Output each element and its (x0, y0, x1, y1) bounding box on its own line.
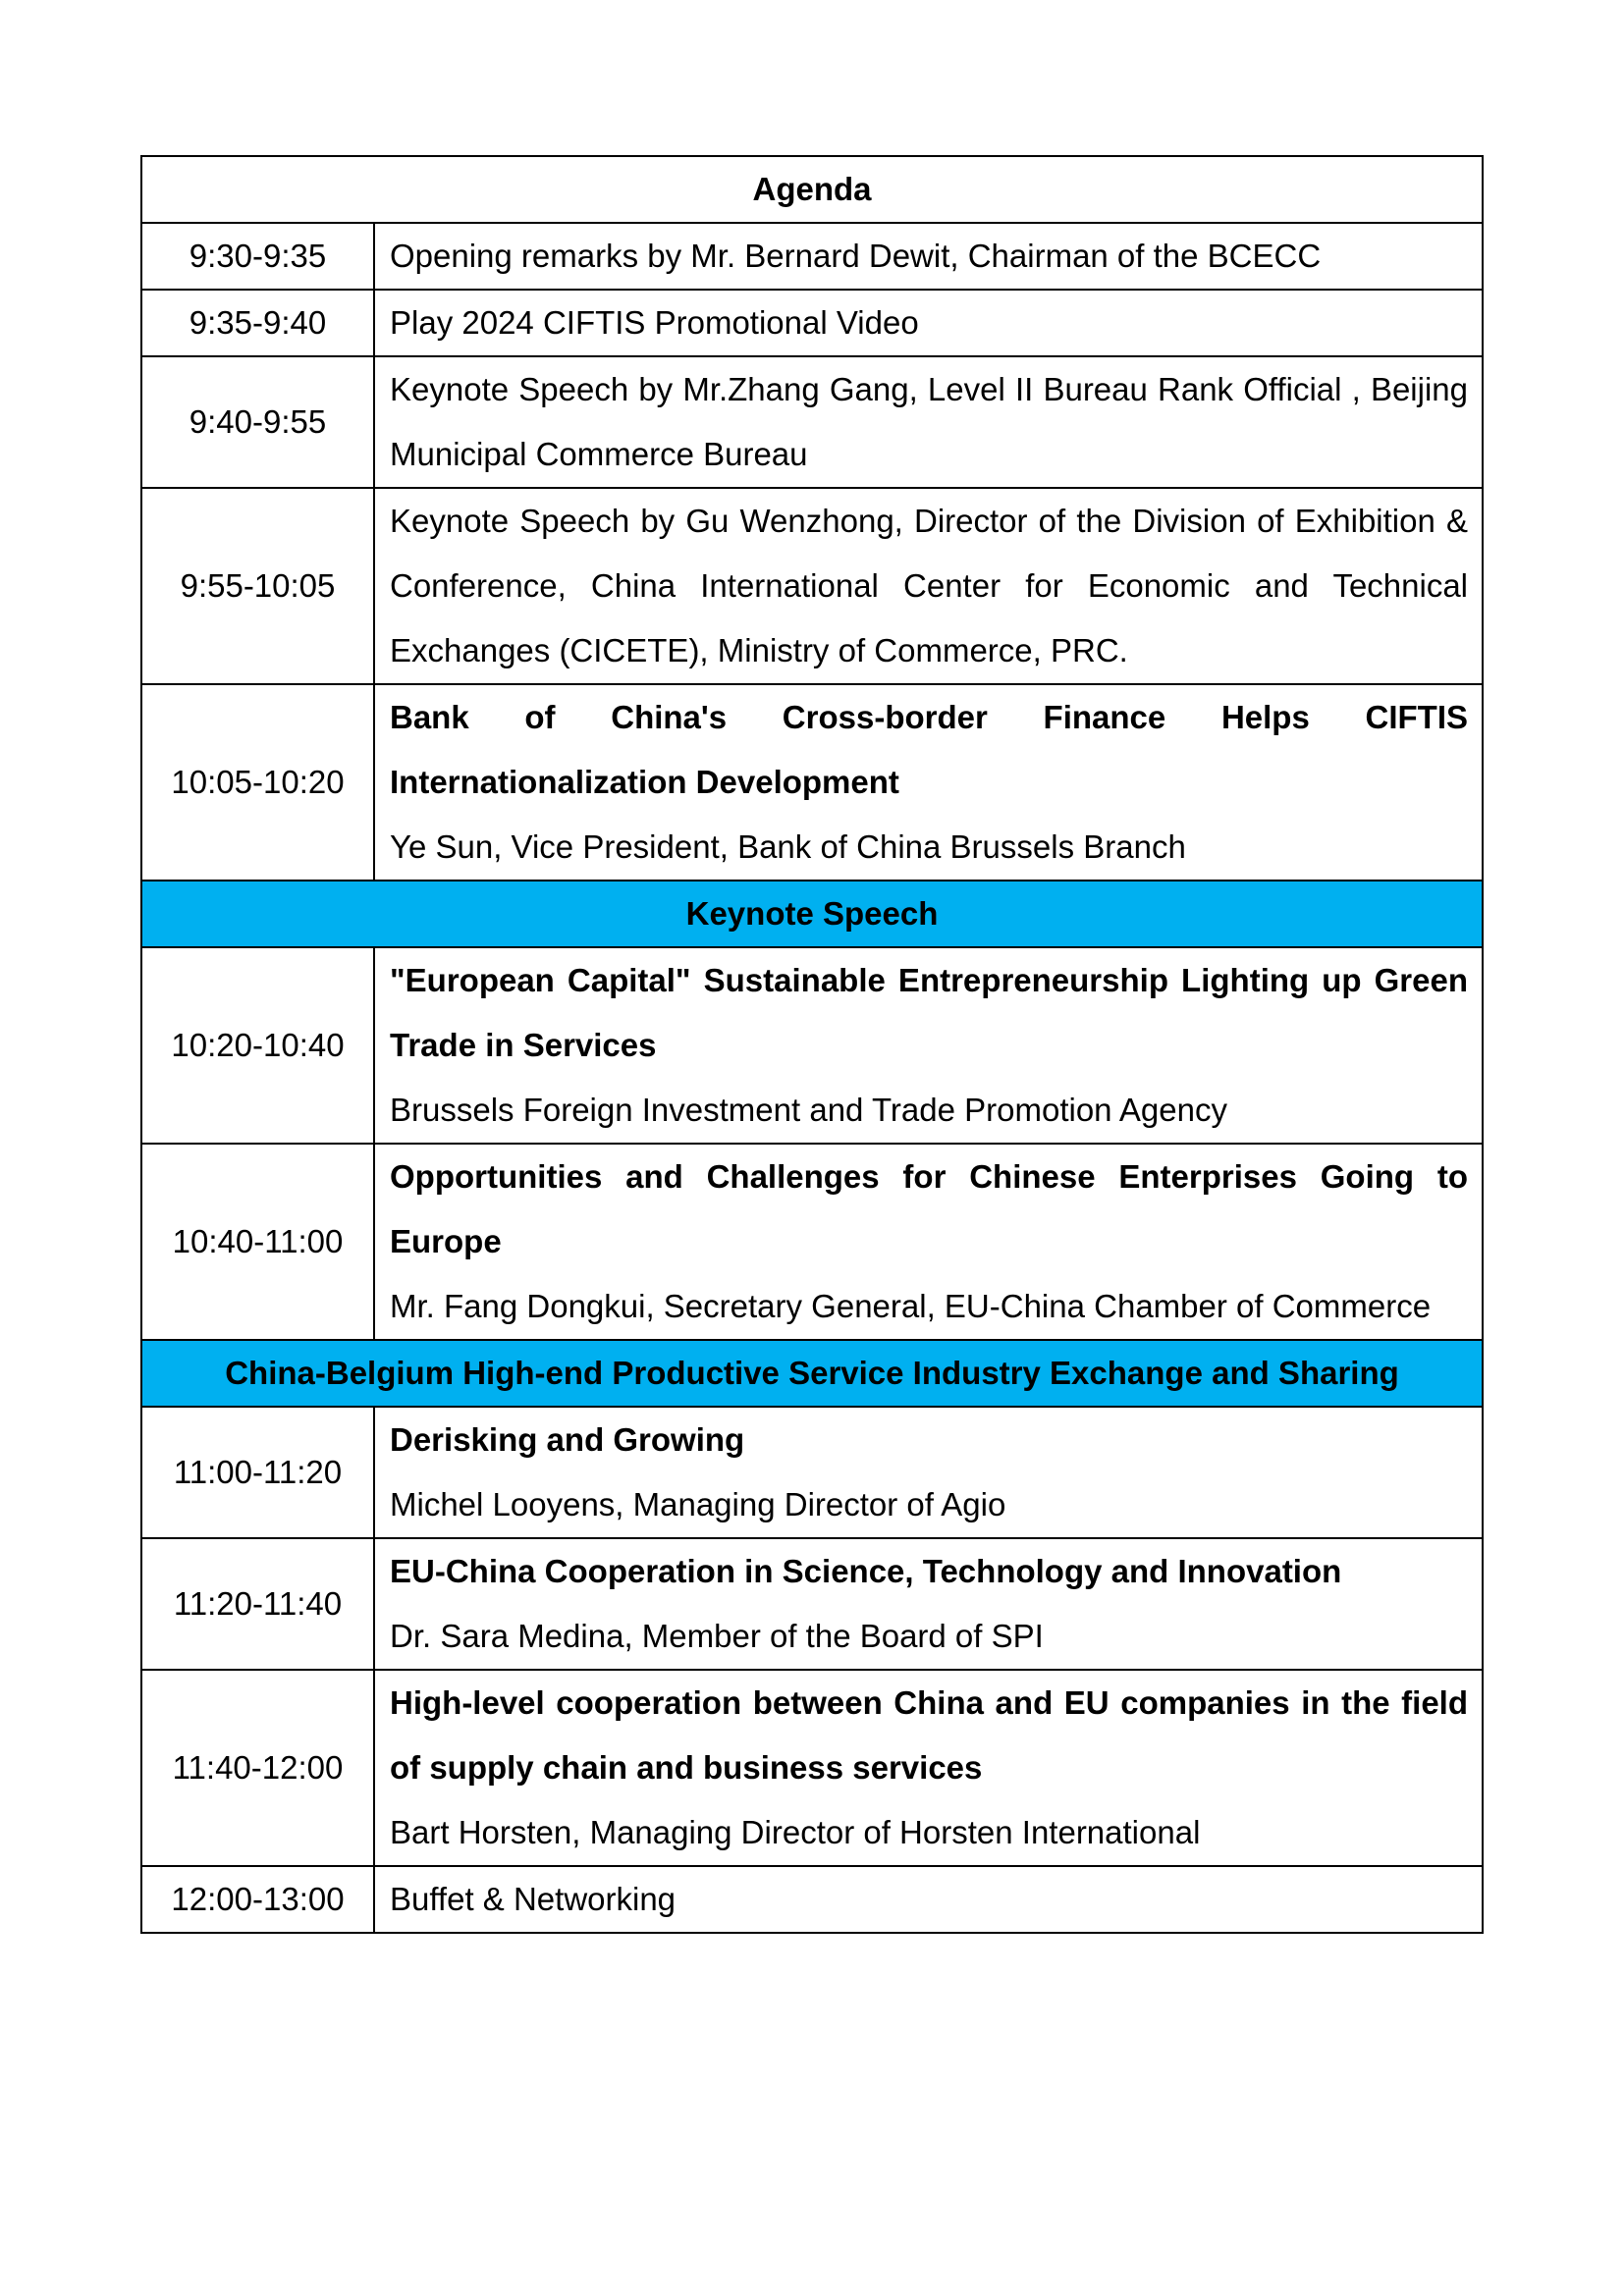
table-row (141, 223, 1483, 290)
table-row (141, 1538, 1483, 1670)
item-title: Opportunities and Challenges for Chinese Enterprises Going to Europe (390, 1158, 1469, 1259)
time-cell: 12:00-13:00 (141, 1866, 374, 1933)
time-cell: 11:20-11:40 (141, 1538, 374, 1670)
section-title-exchange: China-Belgium High-end Productive Service Industry Exchange and Sharing (141, 1340, 1483, 1407)
time-cell: 10:20-10:40 (141, 947, 374, 1144)
time-cell: 9:30-9:35 (141, 223, 374, 290)
section-header-row (141, 1340, 1483, 1407)
item-speaker: Michel Looyens, Managing Director of Agio (390, 1486, 1006, 1522)
time-cell: 9:35-9:40 (141, 290, 374, 356)
content-cell (374, 356, 1483, 488)
content-cell (374, 1866, 1483, 1933)
content-cell (374, 947, 1483, 1144)
item-title: "European Capital" Sustainable Entrepreneurship Lighting up Green Trade in Services (390, 962, 1469, 1063)
section-header-row (141, 881, 1483, 947)
table-row (141, 684, 1483, 881)
table-row (141, 1670, 1483, 1866)
item-speaker: Mr. Fang Dongkui, Secretary General, EU-China Chamber of Commerce (390, 1288, 1432, 1324)
item-speaker: Ye Sun, Vice President, Bank of China Brussels Branch (390, 828, 1186, 865)
item-text: Keynote Speech by Gu Wenzhong, Director of the Division of Exhibition & Conference, China International Center for Economic and Technical Exchanges (CICETE), Ministry of Commerce, PRC. (390, 503, 1469, 668)
agenda-title: Agenda (141, 156, 1483, 223)
content-cell (374, 1144, 1483, 1340)
item-text: Opening remarks by Mr. Bernard Dewit, Chairman of the BCECC (390, 238, 1322, 274)
content-cell (374, 488, 1483, 684)
time-cell: 10:40-11:00 (141, 1144, 374, 1340)
table-row (141, 488, 1483, 684)
content-cell (374, 684, 1483, 881)
item-title: EU-China Cooperation in Science, Technology and Innovation (390, 1553, 1342, 1589)
item-title: Derisking and Growing (390, 1421, 745, 1458)
time-cell: 11:40-12:00 (141, 1670, 374, 1866)
time-cell: 9:40-9:55 (141, 356, 374, 488)
table-row (141, 1144, 1483, 1340)
content-cell (374, 290, 1483, 356)
content-cell (374, 1670, 1483, 1866)
item-text: Keynote Speech by Mr.Zhang Gang, Level II Bureau Rank Official , Beijing Municipal Commerce Bureau (390, 371, 1469, 472)
table-row (141, 947, 1483, 1144)
item-title: Bank of China's Cross-border Finance Helps CIFTIS Internationalization Development (390, 699, 1469, 800)
time-cell: 10:05-10:20 (141, 684, 374, 881)
item-text: Play 2024 CIFTIS Promotional Video (390, 304, 919, 341)
time-cell: 9:55-10:05 (141, 488, 374, 684)
table-row (141, 290, 1483, 356)
table-row (141, 356, 1483, 488)
table-row (141, 1866, 1483, 1933)
content-cell (374, 1538, 1483, 1670)
time-cell: 11:00-11:20 (141, 1407, 374, 1538)
section-title-keynote: Keynote Speech (141, 881, 1483, 947)
content-cell (374, 1407, 1483, 1538)
item-speaker: Bart Horsten, Managing Director of Horsten International (390, 1814, 1201, 1850)
agenda-table (140, 155, 1484, 1934)
agenda-header-row (141, 156, 1483, 223)
item-text: Buffet & Networking (390, 1881, 677, 1917)
item-title: High-level cooperation between China and EU companies in the field of supply chain and business services (390, 1684, 1469, 1786)
table-row (141, 1407, 1483, 1538)
content-cell (374, 223, 1483, 290)
item-speaker: Brussels Foreign Investment and Trade Promotion Agency (390, 1092, 1227, 1128)
item-speaker: Dr. Sara Medina, Member of the Board of SPI (390, 1618, 1044, 1654)
